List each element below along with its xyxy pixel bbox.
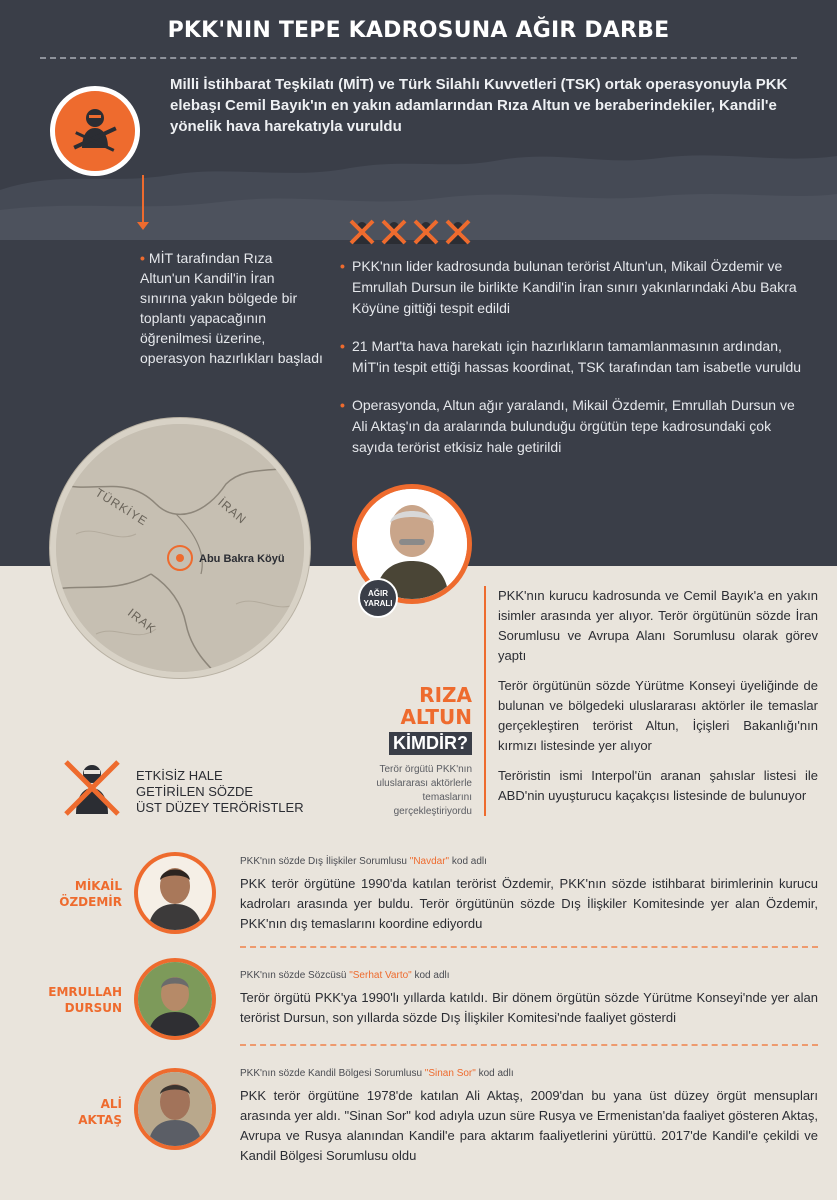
bullet-item: • Operasyonda, Altun ağır yaralandı, Mikail Özdemir, Emrullah Dursun ve Ali Aktaş'ın da aralarında bulunduğu örgütün tepe kadrosundaki çok sayıda terörist etkisiz hale getirildi xyxy=(340,395,810,458)
person-description: Terör örgütü PKK'ya 1990'lı yıllarda katıldı. Bir dönem örgütün sözde Yürütme Konseyi'nde yer alan terörist Dursun, son yıllarda sözde Dış İlişkiler Komitesi'nde faaliyet gösterdi xyxy=(240,990,818,1025)
person-role: PKK'nın sözde Sözcüsü "Serhat Varto" kod adlı xyxy=(240,970,450,981)
neutralized-heading xyxy=(136,768,316,816)
page-title: PKK'NIN TEPE KADROSUNA AĞIR DARBE xyxy=(167,18,670,43)
person-silhouette-icon xyxy=(138,856,212,930)
operation-bullets xyxy=(340,256,810,475)
intro-text: Milli İstihbarat Teşkilatı (MİT) ve Türk Silahlı Kuvvetleri (TSK) ortak operasyonuyla PKK elebaşı Cemil Bayık'ın en yakın adamlarından Rıza Altun ve beraberindekiler, Kandil'e yönelik hava harekatıyla vuruldu xyxy=(170,76,788,135)
who-is-label: KİMDİR? xyxy=(389,732,472,755)
title-divider xyxy=(40,57,797,59)
person-silhouette-icon xyxy=(138,1072,212,1146)
region-map xyxy=(50,418,310,678)
crossed-militant-icon xyxy=(412,218,440,246)
map-label-iraq: IRAK xyxy=(125,605,159,637)
person-silhouette-icon xyxy=(138,962,212,1036)
map-place-label: Abu Bakra Köyü xyxy=(199,553,285,565)
bullet-item: • PKK'nın lider kadrosunda bulunan terörist Altun'un, Mikail Özdemir ve Emrullah Dursun ile birlikte Kandil'in İran sınırı yakınlarındaki Abu Bakra Köyüne gittiği tespit edildi xyxy=(340,256,810,319)
altun-bio xyxy=(484,586,818,816)
divider xyxy=(240,946,818,948)
person-name: ALİ AKTAŞ xyxy=(78,1097,122,1127)
bio-paragraph: PKK'nın kurucu kadrosunda ve Cemil Bayık'a en yakın isimler arasında yer alıyor. Terör örgütünün sözde İran Sorumlusu ve Avrupa Alanı Sorumlusu olarak görev yaptı xyxy=(498,588,818,663)
person-description: PKK terör örgütüne 1990'da katılan terörist Özdemir, PKK'nın sözde istihbarat birimlerinin kurucu kadroları arasında yer buldu. Terör örgütünün sözde Dış İlişkiler Komitesinde yer alan Özdemir, PKK'nın dış temaslarını koordine ediyordu xyxy=(240,876,818,931)
neutralized-line: ETKİSİZ HALE xyxy=(136,768,223,783)
arrow-line xyxy=(142,175,144,225)
crossed-militant-icon xyxy=(380,218,408,246)
altun-note: Terör örgütü PKK'nın uluslararası aktörlerle temaslarını gerçekleştiriyordu xyxy=(376,764,472,817)
casualty-icons xyxy=(348,218,472,246)
person-photo xyxy=(134,958,216,1040)
person-role: PKK'nın sözde Kandil Bölgesi Sorumlusu "Sinan Sor" kod adlı xyxy=(240,1068,514,1079)
person-description: PKK terör örgütüne 1978'de katılan Ali Aktaş, 2009'dan bu yana üst düzey örgüt mensupları arasında yer aldı. "Sinan Sor" kod adıyla uzun süre Rusya ve Ermenistan'da faaliyet gösteren Aktaş, Avrupa ve Rusya alanından Kandil'e para aktarım faaliyetlerini yürüttü. 2017'de Kandil'e çekildi ve Kandil Bölgesi Sorumlusu oldu xyxy=(240,1088,818,1163)
altun-first-name: RIZA xyxy=(419,683,472,707)
wounded-badge: AĞIR YARALI xyxy=(358,578,398,618)
altun-last-name: ALTUN xyxy=(400,705,472,729)
neutralized-line: ÜST DÜZEY TERÖRİSTLER xyxy=(136,800,304,815)
person-photo xyxy=(134,1068,216,1150)
person-photo xyxy=(134,852,216,934)
neutralized-line: GETİRİLEN SÖZDE xyxy=(136,784,254,799)
person-name: MİKAİL ÖZDEMİR xyxy=(59,879,122,909)
person-name: EMRULLAH DURSUN xyxy=(48,985,122,1015)
left-bullet: • MİT tarafından Rıza Altun'un Kandil'in İran sınırına yakın bölgede bir toplantı yapacağının öğrenilmesi üzerine, operasyon hazırlıkları başladı xyxy=(140,250,323,366)
bio-paragraph: Teröristin ismi Interpol'ün aranan şahıslar listesi ile ABD'nin uyuşturucu kaçakçısı listesinde de bulunuyor xyxy=(498,768,818,803)
map-terrain xyxy=(56,424,310,678)
crossed-militant-icon xyxy=(444,218,472,246)
altun-name-block xyxy=(360,684,472,819)
crossed-militant-icon xyxy=(62,758,122,818)
arrow-down-icon xyxy=(137,222,149,230)
person-role: PKK'nın sözde Dış İlişkiler Sorumlusu "Navdar" kod adlı xyxy=(240,856,487,867)
bullet-item: • 21 Mart'ta hava harekatı için hazırlıkların tamamlanmasının ardından, MİT'in tespit ettiği hassas koordinat, TSK tarafından tam isabetle vuruldu xyxy=(340,336,810,378)
militant-badge xyxy=(50,86,140,176)
left-bullet-text: MİT tarafından Rıza Altun'un Kandil'in İran sınırına yakın bölgede bir toplantı yapacağının öğrenilmesi üzerine, operasyon hazırlıkları başladı xyxy=(140,250,323,366)
map-label-turkey: TÜRKİYE xyxy=(92,485,151,529)
divider xyxy=(240,1044,818,1046)
crossed-militant-icon xyxy=(348,218,376,246)
militant-icon xyxy=(64,100,126,162)
bio-paragraph: Terör örgütünün sözde Yürütme Konseyi üyeliğinde de bulunan ve bölgedeki uluslararası aktörler ile temaslar gerçekleştiren terörist Altun, İçişleri Bakanlığı'nın kırmızı listesinde yer alıyor xyxy=(498,678,818,753)
map-label-iran: İRAN xyxy=(215,495,250,527)
